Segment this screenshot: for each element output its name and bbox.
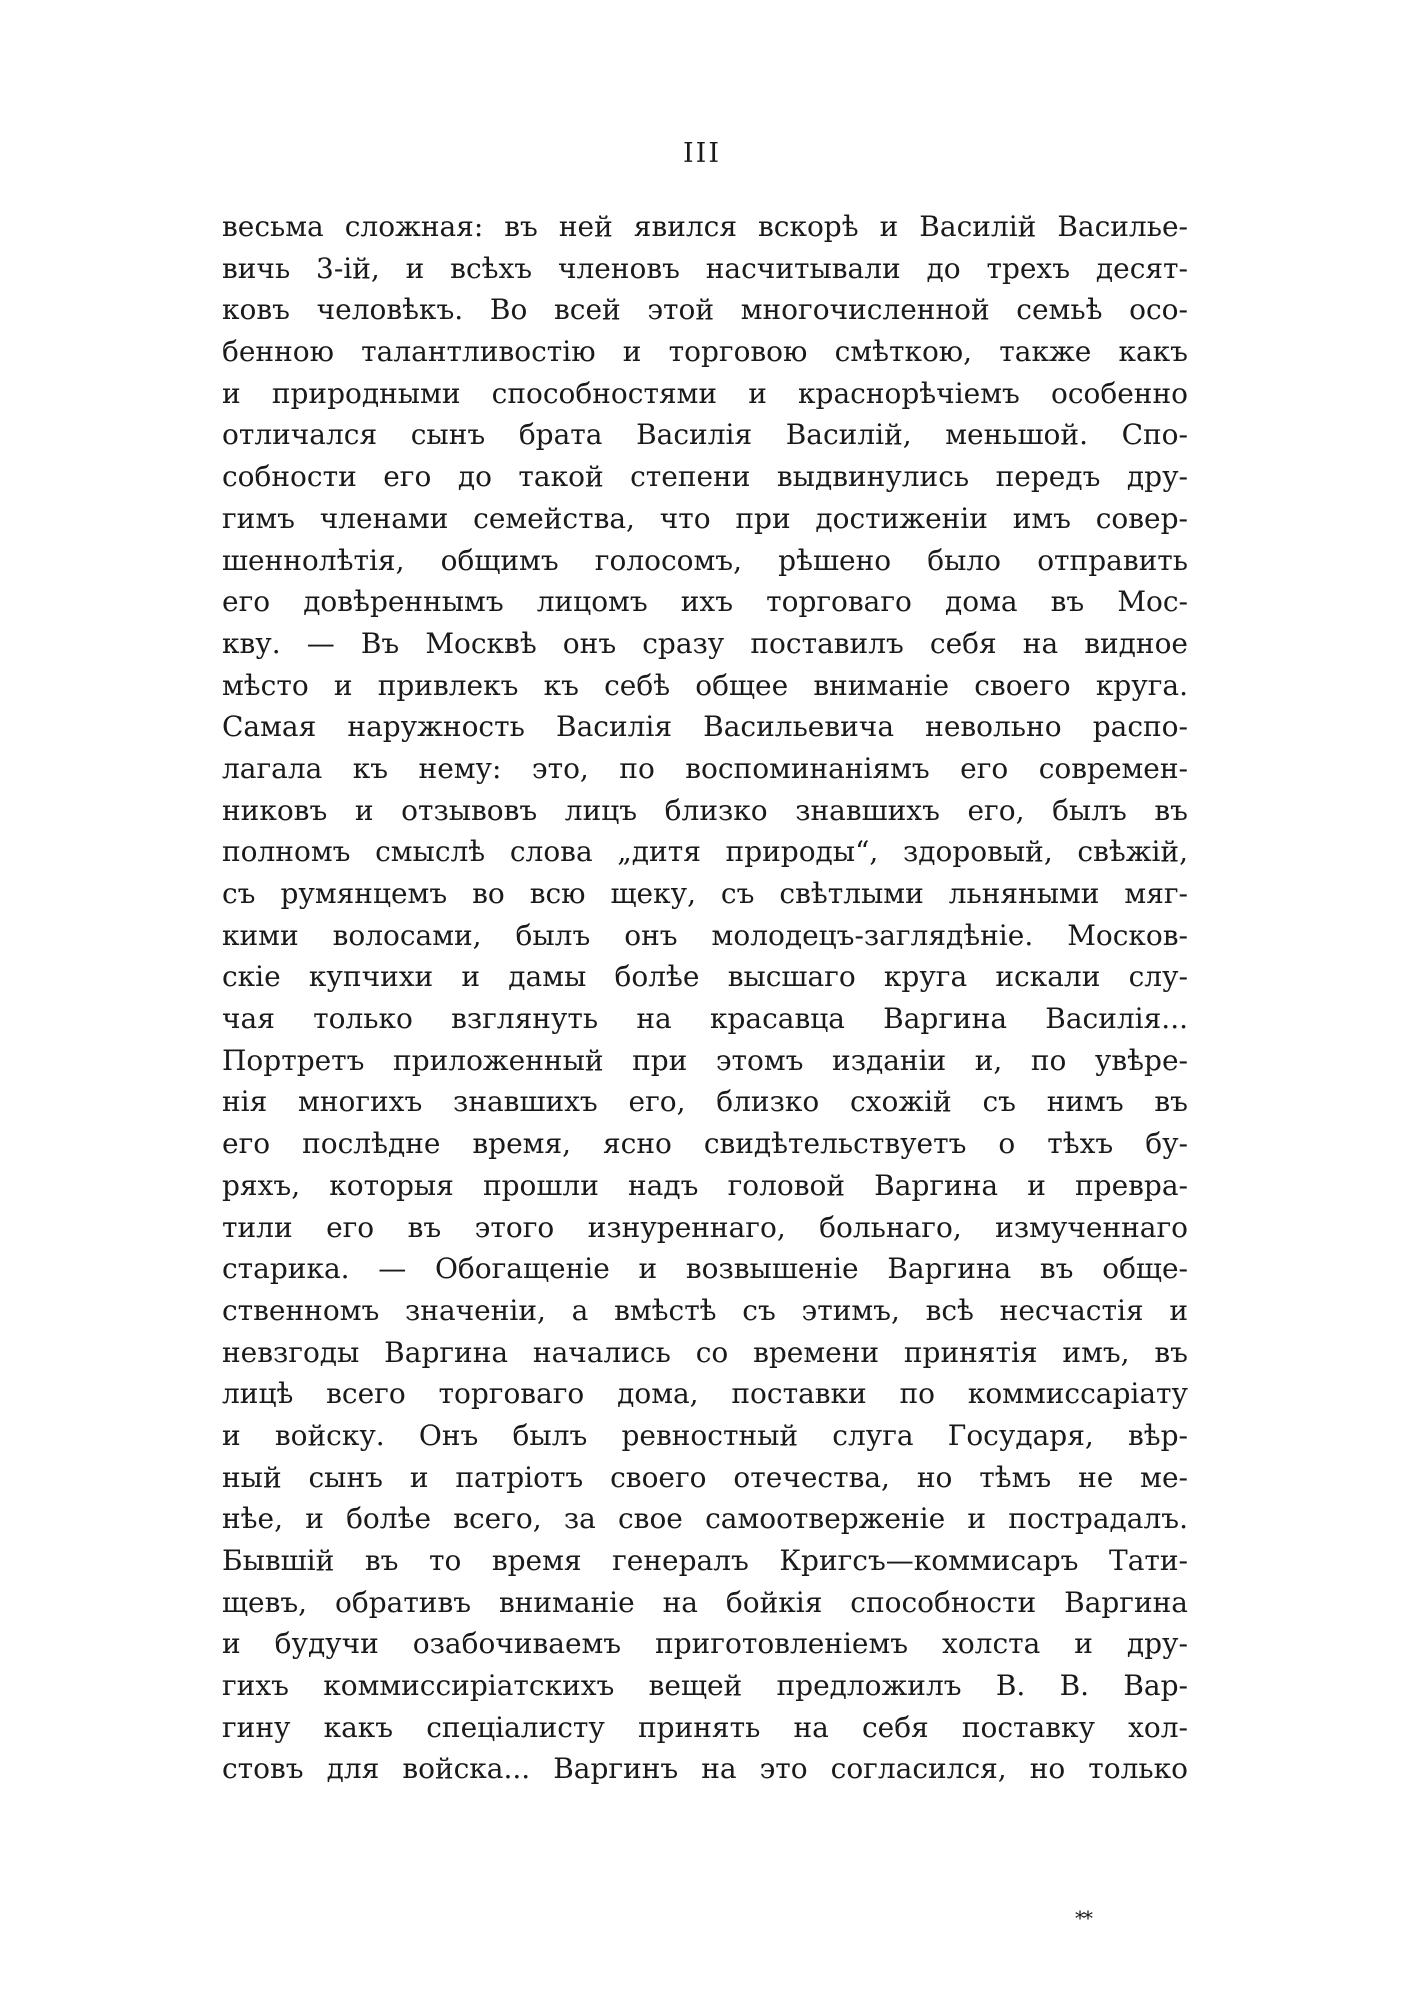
text-line: ряхъ, которыя прошли надъ головой Варгина и превра- xyxy=(222,1168,1188,1202)
text-line: Бывшій въ то время генералъ Кригсъ—коммисаръ Тати- xyxy=(222,1544,1188,1577)
text-line: Самая наружность Василія Васильевича невольно распо- xyxy=(222,710,1188,744)
text-line: гимъ членами семейства, что при достиженіи имъ совер- xyxy=(222,501,1188,535)
text-line: чая только взглянуть на красавца Варгина Василія... xyxy=(222,1002,1188,1036)
text-line: никовъ и отзывовъ лицъ близко знавшихъ его, былъ въ xyxy=(222,793,1188,827)
text-line: гихъ коммиссиріатскихъ вещей предложилъ В. В. Вар- xyxy=(222,1669,1188,1703)
text-line: тили его въ этого изнуреннаго, больнаго, измученнаго xyxy=(222,1210,1188,1244)
text-line: ственномъ значеніи, а вмѣстѣ съ этимъ, всѣ несчастія и xyxy=(222,1293,1188,1327)
text-line: съ румянцемъ во всю щеку, съ свѣтлыми льняными мяг- xyxy=(222,877,1188,910)
text-line: и природными способностями и краснорѣчіемъ особенно xyxy=(222,376,1188,410)
text-line: и войску. Онъ былъ ревностный слуга Государя, вѣр- xyxy=(222,1418,1188,1452)
body-text xyxy=(222,206,1188,1790)
text-line: гину какъ спеціалисту принять на себя поставку хол- xyxy=(222,1710,1188,1744)
text-line: его довѣреннымъ лицомъ ихъ торговаго дома въ Мос- xyxy=(222,585,1188,619)
text-line: кву. — Въ Москвѣ онъ сразу поставилъ себя на видное xyxy=(222,626,1188,660)
text-line: бенною талантливостію и торговою смѣткою, также какъ xyxy=(222,335,1188,369)
signature-mark: ** xyxy=(1075,1906,1091,1930)
text-line: нѣе, и болѣе всего, за свое самоотверженіе и пострадалъ. xyxy=(222,1502,1188,1536)
text-line: вичь 3-ій, и всѣхъ членовъ насчитывали до трехъ десят- xyxy=(222,251,1188,285)
text-line: отличался сынъ брата Василія Василій, меньшой. Спо- xyxy=(222,418,1188,452)
text-line: собности его до такой степени выдвинулись передъ дру- xyxy=(222,460,1188,494)
text-line: стовъ для войска... Варгинъ на это согласился, но только xyxy=(222,1752,1188,1786)
page-number: III xyxy=(683,138,721,169)
text-line: Портретъ приложенный при этомъ изданіи и, по увѣре- xyxy=(222,1043,1188,1077)
text-line: его послѣдне время, ясно свидѣтельствуетъ о тѣхъ бу- xyxy=(222,1127,1188,1161)
text-line: ковъ человѣкъ. Во всей этой многочисленной семьѣ осо- xyxy=(222,293,1188,327)
text-line: кими волосами, былъ онъ молодецъ-заглядѣніе. Москов- xyxy=(222,918,1188,952)
text-line: весьма сложная: въ ней явился вскорѣ и Василій Василье- xyxy=(222,210,1188,243)
text-line: щевъ, обративъ вниманіе на бойкія способности Варгина xyxy=(222,1585,1188,1619)
text-line: шеннолѣтія, общимъ голосомъ, рѣшено было отправить xyxy=(222,543,1188,577)
text-line: старика. — Обогащеніе и возвышеніе Варгина въ обще- xyxy=(222,1252,1188,1286)
text-line: ный сынъ и патріотъ своего отечества, но тѣмъ не ме- xyxy=(222,1460,1188,1494)
text-line: и будучи озабочиваемъ приготовленіемъ холста и дру- xyxy=(222,1627,1188,1661)
text-line: лагала къ нему: это, по воспоминаніямъ его современ- xyxy=(222,751,1188,785)
text-line: мѣсто и привлекъ къ себѣ общее вниманіе своего круга. xyxy=(222,668,1188,702)
text-line: полномъ смыслѣ слова „дитя природы“, здоровый, свѣжій, xyxy=(222,835,1188,869)
text-line: невзгоды Варгина начались со времени принятія имъ, въ xyxy=(222,1335,1188,1369)
text-line: нія многихъ знавшихъ его, близко схожій съ нимъ въ xyxy=(222,1085,1188,1119)
text-line: скіе купчихи и дамы болѣе высшаго круга искали слу- xyxy=(222,960,1188,994)
text-line: лицѣ всего торговаго дома, поставки по коммиссаріату xyxy=(222,1377,1188,1411)
